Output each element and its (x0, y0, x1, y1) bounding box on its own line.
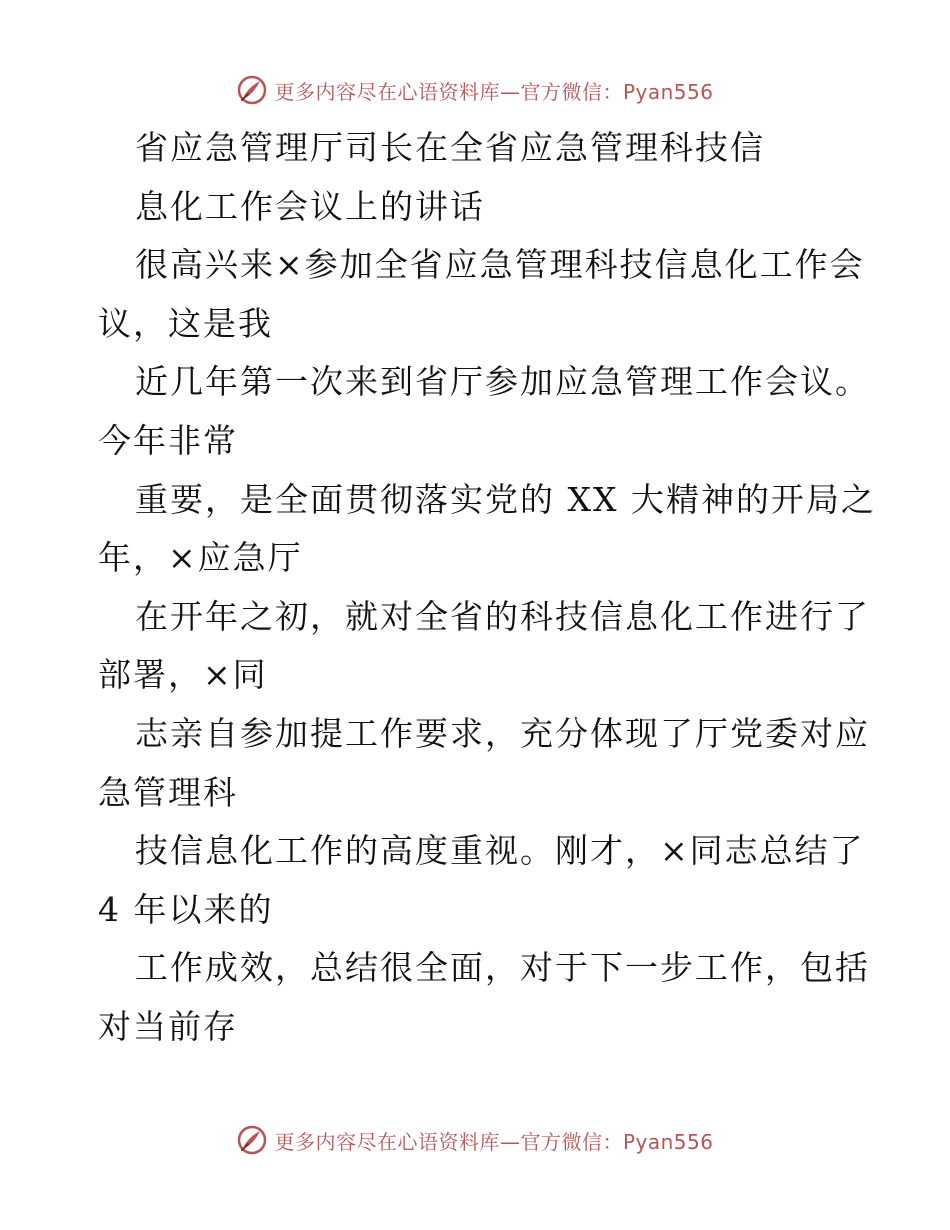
document-line: 息化工作会议上的讲话 (135, 186, 485, 226)
document-line: 4 年以来的 (98, 889, 274, 929)
document-line: 省应急管理厅司长在全省应急管理科技信 (135, 128, 765, 167)
quill-circle-logo-icon (236, 1124, 268, 1156)
document-line: 志亲自参加提工作要求，充分体现了厅党委对应 (135, 714, 870, 753)
document-line: 今年非常 (98, 421, 238, 460)
document-line: 对当前存 (98, 1007, 238, 1046)
document-line: 很高兴来×参加全省应急管理科技信息化工作会 (135, 245, 865, 285)
document-line: 重要，是全面贯彻落实党的 XX 大精神的开局之 (135, 479, 876, 519)
document-line: 在开年之初，就对全省的科技信息化工作进行了 (135, 596, 870, 636)
document-line: 部署，×同 (98, 655, 268, 695)
document-line: 技信息化工作的高度重视。刚才，×同志总结了 (135, 831, 865, 871)
quill-circle-logo-icon (236, 74, 268, 106)
header-watermark (0, 72, 950, 108)
document-line: 工作成效，总结很全面，对于下一步工作，包括 (135, 948, 870, 988)
footer-watermark (0, 1122, 950, 1158)
watermark-text: 更多内容尽在心语资料库—官方微信：Pyan556 (274, 79, 714, 104)
document-line: 议，这是我 (98, 303, 273, 343)
document-line: 近几年第一次来到省厅参加应急管理工作会议。 (135, 362, 870, 402)
document-line: 急管理科 (98, 772, 238, 812)
watermark-text: 更多内容尽在心语资料库—官方微信：Pyan556 (274, 1129, 714, 1154)
document-line: 年，×应急厅 (98, 538, 303, 578)
